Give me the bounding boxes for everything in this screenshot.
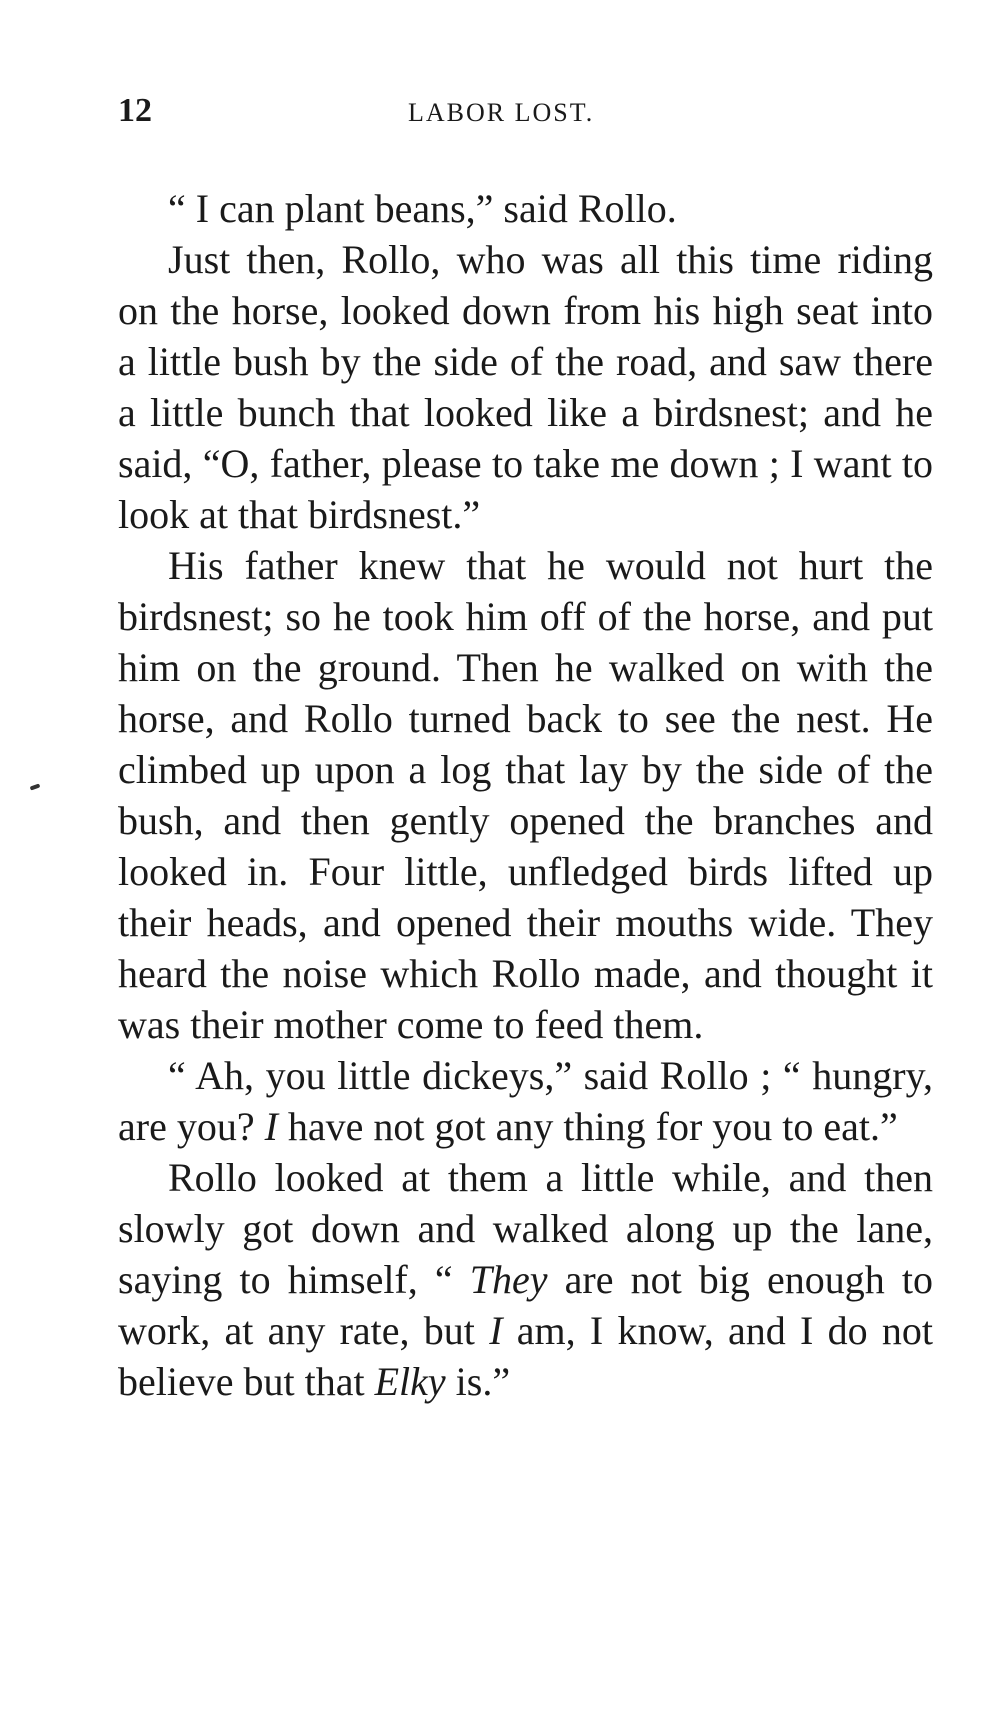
paragraph-text: am, I know, and I do not believe but that <box>118 1308 933 1404</box>
paragraph-text: Just then, Rollo, who was all this time riding on the horse, looked down from his high seat into a little bush by the side of the road, and saw there a little bunch that looked like a birdsnest; and he said, “O, father, please to take me down ; I want to look at that birdsnest.” <box>118 237 933 537</box>
paragraph <box>118 234 933 540</box>
paragraph-text: Rollo looked at them a little while, and then slowly got down and walked along up the lane, saying to himself, “ <box>118 1155 933 1302</box>
italic-text: I <box>489 1308 503 1353</box>
running-head <box>118 92 933 132</box>
paragraph <box>118 1152 933 1407</box>
paragraph-text: “ I can plant beans,” said Rollo. <box>168 186 677 231</box>
body-text <box>118 183 933 1407</box>
paragraph-text: have not got any thing for you to eat.” <box>277 1104 898 1149</box>
italic-text: I <box>264 1104 278 1149</box>
paragraph <box>118 183 933 234</box>
page-number: 12 <box>118 92 152 129</box>
italic-text: They <box>469 1257 548 1302</box>
stray-ink-mark <box>30 783 41 790</box>
paragraph-text: are not big enough to work, at any rate, but <box>118 1257 934 1353</box>
running-title: LABOR LOST. <box>408 98 595 127</box>
italic-text: Elky <box>374 1359 446 1404</box>
paragraph-text: is.” <box>445 1359 511 1404</box>
paragraph <box>118 1050 933 1152</box>
paragraph <box>118 540 933 1050</box>
paragraph-text: “ Ah, you little dickeys,” said Rollo ; “ hungry, are you? <box>118 1053 933 1149</box>
paragraph-text: His father knew that he would not hurt the birdsnest; so he took him off of the horse, and put him on the ground. Then he walked on with the horse, and Rollo turned back to see the nest. He climbed up upon a log that lay by the side of the bush, and then gently opened the branches and looked in. Four little, unfledged birds lifted up their heads, and opened their mouths wide. They heard the noise which Rollo made, and thought it was their mother come to feed them. <box>118 543 933 1047</box>
